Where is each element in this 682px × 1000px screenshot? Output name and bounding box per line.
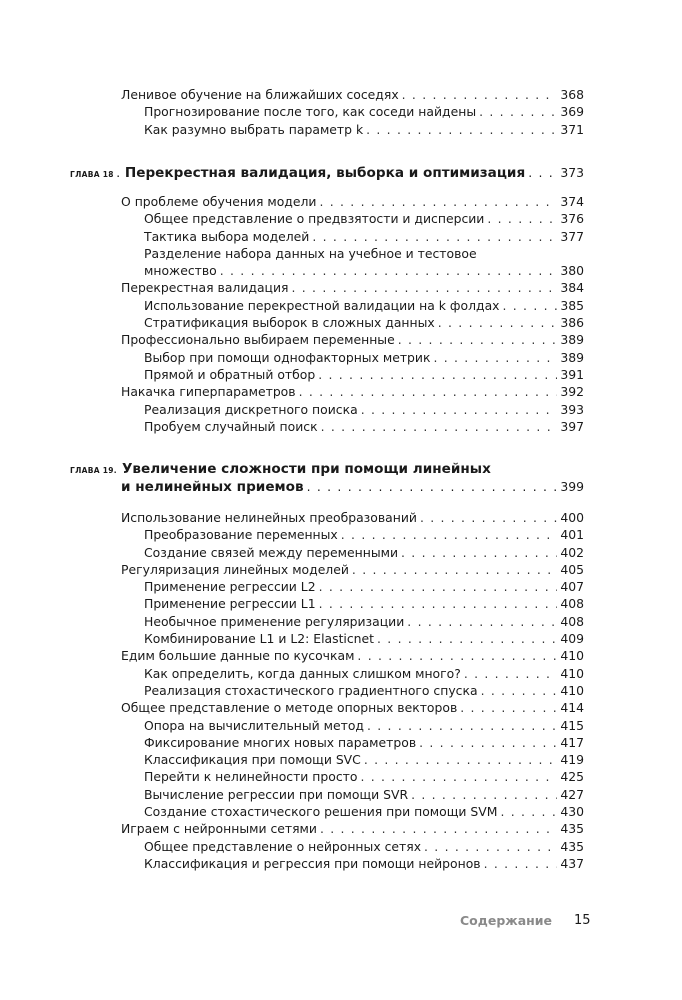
dot-leader [352, 561, 557, 578]
toc-entry [121, 86, 584, 103]
dot-leader [528, 165, 557, 180]
toc-entry-page: 435 [560, 838, 584, 854]
toc-entry-page: 417 [560, 734, 584, 750]
toc-entry-page: 430 [560, 804, 584, 820]
dot-leader [433, 349, 557, 366]
toc-entry [121, 647, 584, 664]
toc-subentry [121, 314, 584, 331]
dot-leader [377, 630, 557, 647]
dot-leader [503, 297, 558, 314]
toc-entry-title: Применение регрессии L1 [144, 596, 316, 612]
chapter-19-entries [121, 509, 584, 872]
dot-leader [319, 595, 558, 612]
chapter-label: ГЛАВА 18 . [70, 170, 120, 179]
toc-entry-title: Создание связей между переменными [144, 544, 399, 560]
toc-entry-page: 419 [560, 752, 584, 768]
dot-leader [220, 262, 558, 279]
dot-leader [319, 578, 558, 595]
dot-leader [360, 768, 557, 785]
toc-entry-page: 408 [560, 596, 584, 612]
dot-leader [341, 526, 558, 543]
toc-entry [121, 331, 584, 348]
toc-entry-page: 380 [560, 263, 584, 279]
dot-leader [364, 751, 558, 768]
dot-leader [367, 717, 557, 734]
toc-entry [121, 509, 584, 526]
dot-leader [464, 665, 558, 682]
chapter-18-heading [70, 164, 584, 182]
toc-entry-title: Фиксирование многих новых параметров [144, 734, 417, 750]
toc-subentry [121, 228, 584, 245]
toc-entry-title: Использование перекрестной валидации на k фолдах [144, 297, 500, 313]
toc-entry-title: Регуляризация линейных моделей [121, 561, 349, 577]
toc-entry-title: Необычное применение регуляризации [144, 613, 405, 629]
toc-entry-page: 389 [560, 349, 584, 365]
toc-subentry [121, 401, 584, 418]
dot-leader [420, 509, 557, 526]
toc-entry-title: Как разумно выбрать параметр k [144, 121, 364, 137]
toc-entry [121, 279, 584, 296]
dot-leader [481, 682, 558, 699]
toc-entry-title: Реализация стохастического градиентного спуска [144, 682, 478, 698]
dot-leader [402, 86, 558, 103]
toc-entry-title: Классификация при помощи SVC [144, 752, 361, 768]
chapter-19-heading [70, 460, 584, 496]
toc-entry-title: Общее представление о методе опорных векторов [121, 700, 458, 716]
toc-entry-title: Выбор при помощи однофакторных метрик [144, 349, 431, 365]
toc-subentry [121, 578, 584, 595]
chapter-title-line1: Увеличение сложности при помощи линейных [121, 461, 491, 477]
toc-entry-title: Едим большие данные по кусочкам [121, 648, 355, 664]
toc-subentry [121, 855, 584, 872]
toc-entry-page: 435 [560, 821, 584, 837]
toc-entry-page: 409 [560, 631, 584, 647]
toc-subentry [121, 613, 584, 630]
toc-entry-title: Вычисление регрессии при помощи SVR [144, 786, 409, 802]
toc-subentry [121, 297, 584, 314]
toc-subentry [121, 366, 584, 383]
toc-entry-title: Играем с нейронными сетями [121, 821, 317, 837]
toc-entry-page: 384 [560, 280, 584, 296]
toc-entry-title: О проблеме обучения модели [121, 194, 317, 209]
toc-entry [121, 193, 584, 210]
toc-subentry [121, 751, 584, 768]
toc-subentry [121, 349, 584, 366]
toc-entry-title: Преобразование переменных [144, 527, 338, 543]
toc-entry-title: Прямой и обратный отбор [144, 366, 316, 382]
dot-leader [307, 479, 558, 494]
toc-entry-page: 393 [560, 401, 584, 417]
toc-entry-page: 437 [560, 855, 584, 871]
toc-entry-title: Классификация и регрессия при помощи нейронов [144, 855, 481, 871]
toc-entry-page: 386 [560, 315, 584, 331]
dot-leader [292, 279, 558, 296]
toc-entry-title: Пробуем случайный поиск [144, 418, 318, 434]
toc-entry-title: Реализация дискретного поиска [144, 401, 358, 417]
dot-leader [320, 820, 557, 837]
toc-subentry [121, 121, 584, 138]
toc-entry-page: 405 [560, 561, 584, 577]
chapter-page: 373 [560, 165, 584, 180]
dot-leader [479, 103, 557, 120]
toc-entry-title: Прогнозирование после того, как соседи найдены [144, 104, 477, 120]
toc-entry-page: 374 [560, 194, 584, 209]
toc-entry-title: Накачка гиперпараметров [121, 384, 296, 400]
toc-entry-page: 391 [560, 366, 584, 382]
toc-subentry [121, 630, 584, 647]
toc-entry-title: Опора на вычислительный метод [144, 717, 364, 733]
dot-leader [419, 734, 557, 751]
running-section-title: Содержание [460, 913, 553, 928]
chapter-label: ГЛАВА 19. [70, 466, 117, 475]
dot-leader [366, 121, 557, 138]
toc-subentry [121, 838, 584, 855]
dot-leader [484, 855, 558, 872]
toc-entry [121, 699, 584, 716]
toc-entry-text-line: Разделение набора данных на учебное и тестовое [144, 245, 477, 261]
toc-subentry [121, 717, 584, 734]
toc-entry-page: 400 [560, 510, 584, 525]
dot-leader [321, 418, 558, 435]
toc-subentry [121, 262, 584, 279]
dot-leader [312, 228, 557, 245]
toc-entry-page: 392 [560, 384, 584, 400]
dot-leader [357, 647, 557, 664]
toc-entry-title: Профессионально выбираем переменные [121, 332, 395, 348]
toc-entry-page: 385 [560, 297, 584, 313]
toc-entry-page: 425 [560, 769, 584, 785]
toc-subentry [121, 418, 584, 435]
toc-entry-page: 376 [560, 211, 584, 227]
toc-subentry [121, 768, 584, 785]
toc-entry-title: Использование нелинейных преобразований [121, 510, 417, 525]
toc-entry-page: 410 [560, 682, 584, 698]
toc-entry-page: 377 [560, 228, 584, 244]
toc-entry-title: Ленивое обучение на ближайших соседях [121, 87, 399, 102]
dot-leader [460, 699, 557, 716]
toc-subentry [121, 786, 584, 803]
dot-leader [438, 314, 558, 331]
chapter-18-entries [121, 193, 584, 435]
toc-entry-page: 407 [560, 579, 584, 595]
toc-entry-page: 389 [560, 332, 584, 348]
toc-entry-page: 369 [560, 104, 584, 120]
dot-leader [319, 193, 557, 210]
toc-entry-title: Применение регрессии L2 [144, 579, 316, 595]
toc-subentry [121, 103, 584, 120]
dot-leader [407, 613, 557, 630]
dot-leader [299, 383, 558, 400]
dot-leader [318, 366, 557, 383]
toc-entry-title: Создание стохастического решения при помощи SVM [144, 804, 498, 820]
toc-entry [121, 820, 584, 837]
toc-entry [121, 383, 584, 400]
toc-subentry [121, 526, 584, 543]
toc-entry-page: 368 [560, 87, 584, 102]
page-number: 15 [574, 913, 591, 928]
chapter-title: Перекрестная валидация, выборка и оптимизация [124, 165, 526, 181]
toc-subentry [121, 734, 584, 751]
toc-entry-title: Общее представление о нейронных сетях [144, 838, 422, 854]
toc-subentry [121, 803, 584, 820]
toc-entry-title: Как определить, когда данных слишком много? [144, 665, 461, 681]
dot-leader [500, 803, 557, 820]
toc-entry-page: 414 [560, 700, 584, 716]
toc-entry-title: Стратификация выборок в сложных данных [144, 315, 435, 331]
toc-subentry [121, 682, 584, 699]
toc-subentry [121, 210, 584, 227]
toc-entry-page: 371 [560, 121, 584, 137]
toc-entry-page: 427 [560, 786, 584, 802]
toc-entry-page: 401 [560, 527, 584, 543]
toc-entry-page: 402 [560, 544, 584, 560]
dot-leader [398, 331, 558, 348]
toc-entry-page: 410 [560, 648, 584, 664]
toc-subentry [121, 665, 584, 682]
chapter-title-line2: и нелинейных приемов [121, 479, 304, 495]
toc-subentry [121, 595, 584, 612]
toc-entry-page: 410 [560, 665, 584, 681]
toc-entry-title: Перейти к нелинейности просто [144, 769, 358, 785]
toc-entry-title: множество [144, 263, 217, 279]
toc-entry-title: Перекрестная валидация [121, 280, 289, 296]
toc-entry [121, 561, 584, 578]
toc-entry-page: 408 [560, 613, 584, 629]
toc-entry-page: 397 [560, 418, 584, 434]
dot-leader [361, 401, 558, 418]
toc-entry-title: Комбинирование L1 и L2: Elasticnet [144, 631, 375, 647]
toc-section-knn [121, 86, 584, 138]
dot-leader [401, 544, 557, 561]
toc-entry-title: Общее представление о предвзятости и дисперсии [144, 211, 485, 227]
dot-leader [487, 210, 557, 227]
dot-leader [411, 786, 557, 803]
dot-leader [424, 838, 557, 855]
chapter-page: 399 [560, 479, 584, 494]
toc-entry-page: 415 [560, 717, 584, 733]
toc-entry-title: Тактика выбора моделей [144, 228, 310, 244]
toc-subentry [121, 544, 584, 561]
